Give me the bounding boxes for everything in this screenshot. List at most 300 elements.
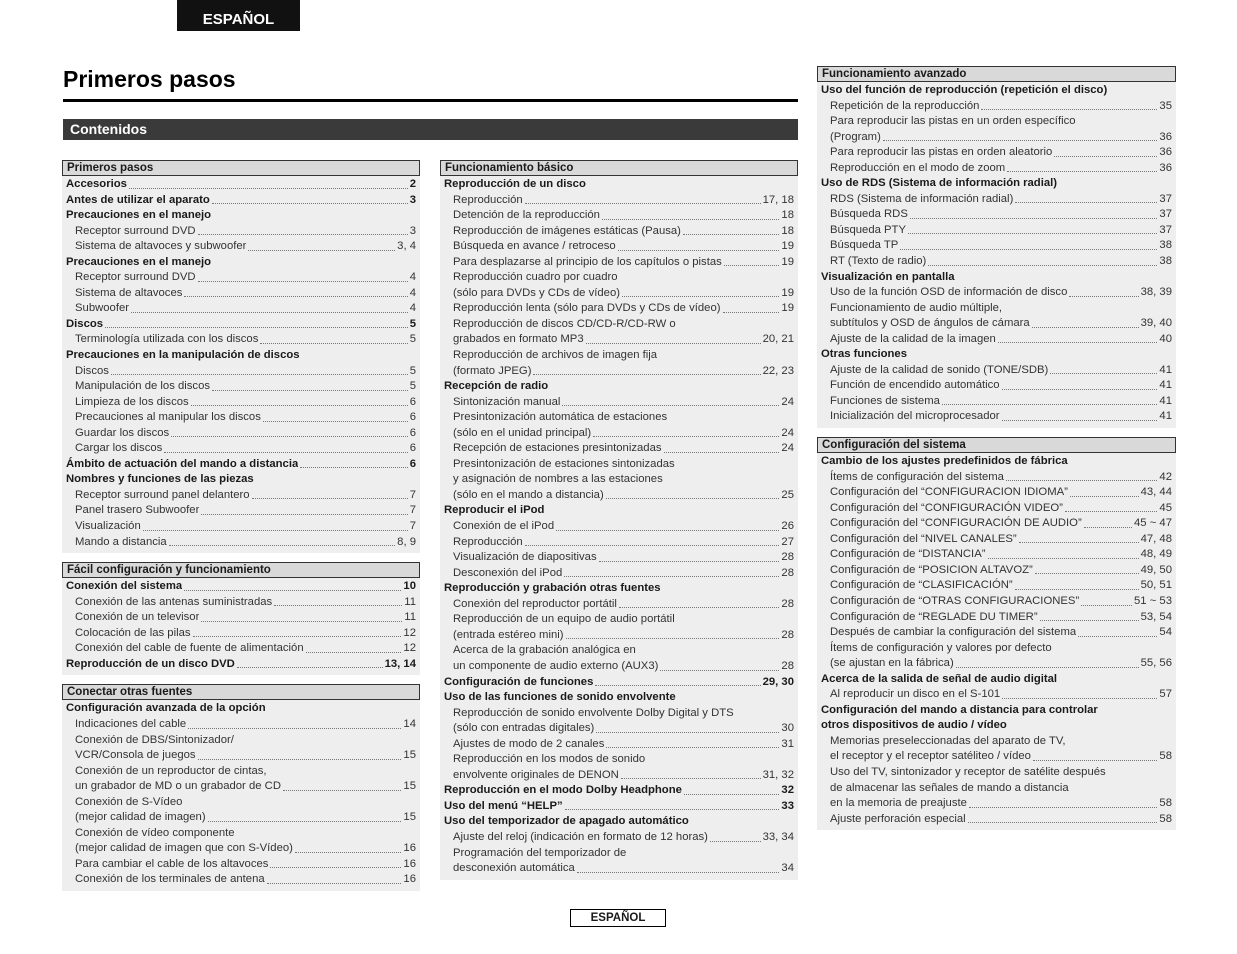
toc-entry-label: Configuración del “CONFIGURACIÓN DE AUDIO” — [830, 517, 1082, 530]
toc-entry-page: 45 — [1159, 501, 1172, 514]
dot-leader — [684, 794, 780, 795]
toc-entry[interactable] — [821, 470, 1172, 486]
toc-entry[interactable] — [444, 830, 794, 846]
toc-entry-label: Configuración de “CLASIFICACIÓN” — [830, 579, 1013, 592]
toc-entry[interactable] — [66, 379, 416, 395]
toc-entry[interactable] — [821, 270, 1172, 286]
dot-leader — [198, 759, 402, 760]
toc-entry-page: 27 — [781, 535, 794, 548]
toc-entry[interactable] — [444, 612, 794, 628]
toc-entry[interactable] — [821, 161, 1172, 177]
toc-entry[interactable] — [821, 516, 1172, 532]
toc-entry[interactable] — [821, 332, 1172, 348]
language-tab: ESPAÑOL — [177, 0, 300, 31]
toc-entry-label: Indicaciones del cable — [75, 717, 187, 730]
toc-entry[interactable] — [444, 488, 794, 504]
toc-entry-label: Reproducción en los modos de sonido — [453, 753, 646, 766]
section-body — [817, 82, 1176, 428]
dot-leader — [596, 732, 779, 733]
toc-entry[interactable] — [821, 812, 1172, 828]
toc-entry-label: Conexión de las antenas suministradas — [75, 595, 273, 608]
toc-entry[interactable] — [66, 579, 416, 595]
dot-leader — [908, 233, 1157, 234]
toc-entry[interactable] — [66, 457, 416, 473]
toc-entry[interactable] — [444, 503, 794, 519]
dot-leader — [1078, 636, 1157, 637]
toc-entry-page: 3, 4 — [397, 240, 416, 253]
toc-entry[interactable] — [444, 301, 794, 317]
toc-entry[interactable] — [821, 347, 1172, 363]
dot-leader — [237, 667, 383, 668]
toc-entry-label: subtítulos y OSD de ángulos de cámara — [830, 317, 1030, 330]
toc-entry[interactable] — [444, 737, 794, 753]
toc-entry-label: Programación del temporizador de — [453, 846, 627, 859]
dot-leader — [618, 250, 780, 251]
dot-leader — [171, 436, 408, 437]
toc-entry[interactable] — [821, 796, 1172, 812]
toc-entry[interactable] — [444, 581, 794, 597]
dot-leader — [556, 530, 779, 531]
toc-entry[interactable] — [66, 857, 416, 873]
toc-entry[interactable] — [444, 535, 794, 551]
toc-entry[interactable] — [444, 348, 794, 364]
toc-entry-label: Al reproducir un disco en el S-101 — [830, 688, 1001, 701]
dot-leader — [212, 390, 408, 391]
toc-entry-page: 38 — [1159, 239, 1172, 252]
toc-entry-page: 31, 32 — [762, 768, 794, 781]
toc-entry-label: (mejor calidad de imagen que con S-Vídeo) — [75, 842, 293, 855]
toc-entry[interactable] — [66, 410, 416, 426]
dot-leader — [295, 852, 402, 853]
toc-entry-page: 28 — [781, 659, 794, 672]
toc-entry[interactable] — [821, 641, 1172, 657]
toc-entry[interactable] — [444, 255, 794, 271]
toc-entry[interactable] — [821, 83, 1172, 99]
toc-section — [62, 684, 420, 891]
toc-entry[interactable] — [66, 748, 416, 764]
dot-leader — [900, 249, 1157, 250]
toc-entry-page: 33, 34 — [762, 830, 794, 843]
toc-entry[interactable] — [444, 472, 794, 488]
toc-entry-page: 34 — [781, 862, 794, 875]
toc-entry-page: 58 — [1159, 797, 1172, 810]
toc-entry[interactable] — [821, 734, 1172, 750]
toc-entry[interactable] — [66, 519, 416, 535]
toc-entry[interactable] — [66, 626, 416, 642]
toc-entry-page: 43, 44 — [1140, 486, 1172, 499]
toc-entry[interactable] — [444, 239, 794, 255]
toc-entry-page: 15 — [403, 780, 416, 793]
toc-entry-label: Búsqueda en avance / retroceso — [453, 240, 616, 253]
dot-leader — [998, 342, 1158, 343]
toc-entry[interactable] — [66, 364, 416, 380]
dot-leader — [660, 670, 779, 671]
toc-entry-page: 5 — [409, 333, 416, 346]
toc-entry[interactable] — [821, 687, 1172, 703]
toc-entry[interactable] — [444, 721, 794, 737]
dot-leader — [111, 374, 408, 375]
toc-entry[interactable] — [444, 814, 794, 830]
toc-entry-label: Ítems de configuración del sistema — [830, 470, 1004, 483]
toc-entry[interactable] — [444, 208, 794, 224]
dot-leader — [988, 558, 1139, 559]
toc-entry-label: Para cambiar el cable de los altavoces — [75, 857, 269, 870]
dot-leader — [252, 498, 408, 499]
toc-entry[interactable] — [821, 718, 1172, 734]
toc-entry[interactable] — [444, 675, 794, 691]
toc-entry-page: 36 — [1159, 130, 1172, 143]
toc-entry-label: (se ajustan en la fábrica) — [830, 657, 954, 670]
toc-entry-label: Terminología utilizada con los discos — [75, 333, 259, 346]
toc-entry[interactable] — [444, 364, 794, 380]
toc-entry[interactable] — [66, 764, 416, 780]
dot-leader — [198, 281, 408, 282]
dot-leader — [619, 607, 780, 608]
toc-entry[interactable] — [66, 332, 416, 348]
toc-entry[interactable] — [66, 208, 416, 224]
toc-entry-label: Configuración de funciones — [444, 675, 594, 688]
toc-entry-page: 49, 50 — [1140, 563, 1172, 576]
toc-entry-page: 22, 23 — [762, 364, 794, 377]
toc-entry[interactable] — [444, 597, 794, 613]
toc-entry-label: Precauciones al manipular los discos — [75, 411, 261, 424]
toc-entry[interactable] — [66, 239, 416, 255]
dot-leader — [586, 343, 761, 344]
toc-entry[interactable] — [444, 332, 794, 348]
toc-entry-label: RDS (Sistema de información radial) — [830, 192, 1014, 205]
toc-entry[interactable] — [444, 752, 794, 768]
toc-entry[interactable] — [66, 317, 416, 333]
toc-entry-label: Uso de RDS (Sistema de información radial) — [821, 177, 1058, 190]
toc-entry-page: 16 — [403, 857, 416, 870]
toc-entry[interactable] — [66, 872, 416, 888]
toc-entry-page: 41 — [1159, 363, 1172, 376]
toc-entry[interactable] — [821, 130, 1172, 146]
dot-leader — [1007, 171, 1157, 172]
toc-entry[interactable] — [821, 501, 1172, 517]
toc-entry[interactable] — [66, 177, 416, 193]
dot-leader — [1033, 760, 1157, 761]
title-rule — [63, 99, 798, 102]
toc-entry-label: Reproducción en el modo Dolby Headphone — [444, 784, 682, 797]
toc-entry[interactable] — [444, 410, 794, 426]
toc-entry[interactable] — [821, 192, 1172, 208]
toc-entry-label: otros dispositivos de audio / vídeo — [821, 719, 1007, 732]
toc-entry-page: 6 — [409, 457, 416, 470]
toc-entry-page: 13, 14 — [384, 657, 416, 670]
toc-entry-label: Visualización — [75, 520, 141, 533]
toc-entry[interactable] — [66, 255, 416, 271]
toc-entry-page: 6 — [409, 395, 416, 408]
toc-entry[interactable] — [821, 145, 1172, 161]
section-body — [440, 176, 798, 880]
dot-leader — [724, 265, 780, 266]
toc-entry[interactable] — [821, 656, 1172, 672]
toc-entry-page: 16 — [403, 873, 416, 886]
toc-entry-label: de almacenar las señales de mando a distancia — [830, 781, 1069, 794]
dot-leader — [723, 312, 780, 313]
toc-entry[interactable] — [821, 563, 1172, 579]
toc-entry-page: 24 — [781, 426, 794, 439]
contents-header: Contenidos — [63, 119, 798, 140]
toc-entry-label: Uso del TV, sintonizador y receptor de satélite después — [830, 765, 1106, 778]
toc-entry-label: Detención de la reproducción — [453, 209, 600, 222]
toc-entry[interactable] — [444, 457, 794, 473]
toc-entry[interactable] — [444, 286, 794, 302]
dot-leader — [129, 188, 408, 189]
toc-entry-label: Búsqueda TP — [830, 239, 899, 252]
dot-leader — [602, 219, 779, 220]
toc-entry[interactable] — [444, 519, 794, 535]
toc-entry[interactable] — [444, 566, 794, 582]
toc-entry[interactable] — [66, 472, 416, 488]
toc-entry-label: Reproducción y grabación otras fuentes — [444, 582, 661, 595]
toc-entry[interactable] — [66, 503, 416, 519]
toc-entry-label: Presintonización de estaciones sintonizadas — [453, 457, 675, 470]
dot-leader — [562, 405, 779, 406]
toc-entry-page: 41 — [1159, 379, 1172, 392]
toc-entry[interactable] — [66, 488, 416, 504]
toc-entry[interactable] — [444, 799, 794, 815]
toc-entry-label: (sólo con entradas digitales) — [453, 722, 595, 735]
toc-entry[interactable] — [66, 810, 416, 826]
toc-entry[interactable] — [821, 409, 1172, 425]
toc-entry[interactable] — [66, 193, 416, 209]
toc-entry[interactable] — [66, 270, 416, 286]
footer-language-label: ESPAÑOL — [570, 909, 666, 927]
toc-entry-label: Reproducción de un disco — [444, 178, 586, 190]
dot-leader — [533, 374, 760, 375]
toc-entry[interactable] — [444, 379, 794, 395]
toc-entry[interactable] — [444, 177, 794, 193]
toc-entry-label: Conexión del reproductor portátil — [453, 597, 617, 610]
toc-entry[interactable] — [66, 795, 416, 811]
toc-entry-page: 8, 9 — [397, 535, 416, 548]
toc-entry[interactable] — [821, 749, 1172, 765]
toc-section — [62, 562, 420, 675]
dot-leader — [306, 652, 402, 653]
toc-entry[interactable] — [444, 659, 794, 675]
toc-entry-page: 41 — [1159, 394, 1172, 407]
toc-entry[interactable] — [66, 535, 416, 551]
dot-leader — [300, 467, 407, 468]
dot-leader — [883, 140, 1158, 141]
toc-entry[interactable] — [444, 643, 794, 659]
dot-leader — [1065, 511, 1158, 512]
toc-entry-page: 10 — [403, 580, 416, 593]
toc-entry[interactable] — [66, 610, 416, 626]
toc-entry-page: 33 — [781, 799, 794, 812]
toc-entry[interactable] — [821, 223, 1172, 239]
toc-entry[interactable] — [821, 301, 1172, 317]
toc-entry-label: Precauciones en la manipulación de discos — [66, 349, 300, 362]
toc-entry[interactable] — [444, 193, 794, 209]
toc-entry-label: Precauciones en el manejo — [66, 209, 212, 222]
toc-entry-label: y asignación de nombres a las estaciones — [453, 473, 663, 486]
toc-entry-page: 5 — [409, 364, 416, 377]
toc-entry-page: 3 — [409, 224, 416, 237]
toc-entry[interactable] — [821, 99, 1172, 115]
toc-entry[interactable] — [444, 783, 794, 799]
dot-leader — [565, 809, 780, 810]
toc-entry[interactable] — [821, 594, 1172, 610]
dot-leader — [184, 296, 407, 297]
toc-entry[interactable] — [66, 286, 416, 302]
toc-entry[interactable] — [66, 441, 416, 457]
dot-leader — [525, 203, 761, 204]
toc-entry-page: 19 — [781, 240, 794, 253]
toc-entry-page: 4 — [409, 302, 416, 315]
toc-entry[interactable] — [66, 224, 416, 240]
toc-entry-label: Conexión de DBS/Sintonizador/ — [75, 733, 234, 746]
toc-entry[interactable] — [66, 641, 416, 657]
toc-entry-label: Conexión de vídeo componente — [75, 826, 235, 839]
toc-entry[interactable] — [444, 224, 794, 240]
toc-entry-label: Configuración del “CONFIGURACIÓN VIDEO” — [830, 501, 1063, 514]
toc-entry[interactable] — [821, 114, 1172, 130]
toc-entry-page: 58 — [1159, 812, 1172, 825]
toc-entry-page: 20, 21 — [762, 333, 794, 346]
toc-column-1 — [62, 160, 420, 900]
toc-entry[interactable] — [66, 733, 416, 749]
toc-entry-label: Visualización en pantalla — [821, 270, 955, 283]
toc-entry[interactable] — [821, 454, 1172, 470]
toc-entry[interactable] — [66, 657, 416, 673]
toc-entry[interactable] — [821, 254, 1172, 270]
toc-entry-label: Repetición de la reproducción — [830, 99, 980, 112]
dot-leader — [267, 883, 402, 884]
toc-entry[interactable] — [444, 426, 794, 442]
dot-leader — [184, 590, 401, 591]
toc-entry-label: el receptor y el receptor satéliteo / vídeo — [830, 750, 1031, 763]
dot-leader — [260, 343, 407, 344]
toc-entry-label: Subwoofer — [75, 302, 130, 315]
toc-entry-label: Ajuste del reloj (indicación en formato de 12 horas) — [453, 830, 708, 843]
toc-entry-label: Reproducción de archivos de imagen fija — [453, 349, 658, 362]
toc-entry[interactable] — [821, 394, 1172, 410]
toc-entry-label: Memorias preseleccionadas del aparato de TV, — [830, 734, 1066, 747]
toc-entry-label: VCR/Consola de juegos — [75, 749, 196, 762]
toc-entry[interactable] — [66, 701, 416, 717]
toc-entry[interactable] — [821, 207, 1172, 223]
toc-entry-page: 42 — [1159, 470, 1172, 483]
toc-entry[interactable] — [821, 238, 1172, 254]
toc-entry[interactable] — [66, 348, 416, 364]
dot-leader — [1054, 156, 1157, 157]
toc-entry-page: 24 — [781, 395, 794, 408]
toc-entry-label: Discos — [66, 317, 104, 330]
toc-entry-label: Conexión de un reproductor de cintas, — [75, 764, 267, 777]
toc-entry[interactable] — [821, 765, 1172, 781]
toc-entry-page: 19 — [781, 286, 794, 299]
dot-leader — [193, 636, 402, 637]
toc-entry-page: 30 — [781, 722, 794, 735]
toc-entry[interactable] — [821, 578, 1172, 594]
toc-entry[interactable] — [66, 426, 416, 442]
toc-entry[interactable] — [821, 672, 1172, 688]
toc-entry[interactable] — [444, 846, 794, 862]
toc-entry-page: 12 — [403, 626, 416, 639]
toc-section — [817, 66, 1176, 428]
toc-entry-page: 57 — [1159, 688, 1172, 701]
toc-entry-label: Reproducción de un equipo de audio portátil — [453, 613, 675, 626]
toc-entry[interactable] — [66, 826, 416, 842]
toc-section — [62, 160, 420, 553]
toc-entry-page: 6 — [409, 426, 416, 439]
dot-leader — [1002, 389, 1158, 390]
toc-entry[interactable] — [444, 395, 794, 411]
toc-entry[interactable] — [66, 301, 416, 317]
toc-entry[interactable] — [444, 768, 794, 784]
toc-entry[interactable] — [444, 690, 794, 706]
toc-entry[interactable] — [444, 317, 794, 333]
toc-entry[interactable] — [444, 861, 794, 877]
toc-entry[interactable] — [66, 779, 416, 795]
toc-entry[interactable] — [444, 550, 794, 566]
toc-entry-page: 28 — [781, 597, 794, 610]
toc-entry-label: Configuración de “OTRAS CONFIGURACIONES” — [830, 594, 1080, 607]
toc-entry-label: en la memoria de preajuste — [830, 797, 967, 810]
dot-leader — [1069, 296, 1138, 297]
toc-entry-label: Limpieza de los discos — [75, 395, 189, 408]
dot-leader — [1040, 620, 1139, 621]
toc-entry[interactable] — [821, 285, 1172, 301]
toc-entry-label: Sintonización manual — [453, 395, 561, 408]
toc-entry-label: Para desplazarse al principio de los capítulos o pistas — [453, 255, 722, 268]
toc-entry-page: 50, 51 — [1140, 579, 1172, 592]
toc-entry[interactable] — [821, 532, 1172, 548]
toc-entry-label: desconexión automática — [453, 862, 575, 875]
toc-entry[interactable] — [66, 717, 416, 733]
toc-entry[interactable] — [821, 625, 1172, 641]
toc-entry-page: 15 — [403, 811, 416, 824]
toc-entry-page: 19 — [781, 302, 794, 315]
dot-leader — [577, 872, 780, 873]
toc-entry-page: 28 — [781, 628, 794, 641]
toc-entry[interactable] — [821, 610, 1172, 626]
toc-entry-label: Uso del función de reproducción (repetición el disco) — [821, 84, 1108, 96]
toc-entry[interactable] — [821, 547, 1172, 563]
toc-entry[interactable] — [444, 270, 794, 286]
toc-entry-label: Otras funciones — [821, 348, 908, 361]
dot-leader — [1006, 480, 1157, 481]
toc-entry[interactable] — [444, 706, 794, 722]
toc-entry[interactable] — [66, 841, 416, 857]
toc-entry-label: Reproducción — [453, 193, 523, 206]
toc-entry[interactable] — [821, 703, 1172, 719]
toc-entry-label: envolvente originales de DENON — [453, 768, 619, 781]
toc-entry-page: 2 — [409, 178, 416, 190]
toc-entry[interactable] — [821, 176, 1172, 192]
toc-entry[interactable] — [821, 363, 1172, 379]
toc-entry[interactable] — [444, 628, 794, 644]
toc-entry[interactable] — [821, 378, 1172, 394]
toc-entry[interactable] — [821, 781, 1172, 797]
toc-entry[interactable] — [821, 485, 1172, 501]
toc-entry-label: Conexión de el iPod — [453, 520, 555, 533]
toc-entry-page: 17, 18 — [762, 193, 794, 206]
toc-entry-page: 28 — [781, 566, 794, 579]
dot-leader — [956, 667, 1139, 668]
toc-entry[interactable] — [66, 595, 416, 611]
toc-entry[interactable] — [444, 441, 794, 457]
toc-entry[interactable] — [821, 316, 1172, 332]
toc-entry[interactable] — [66, 395, 416, 411]
dot-leader — [201, 514, 407, 515]
dot-leader — [1050, 373, 1157, 374]
dot-leader — [248, 250, 395, 251]
dot-leader — [270, 867, 401, 868]
